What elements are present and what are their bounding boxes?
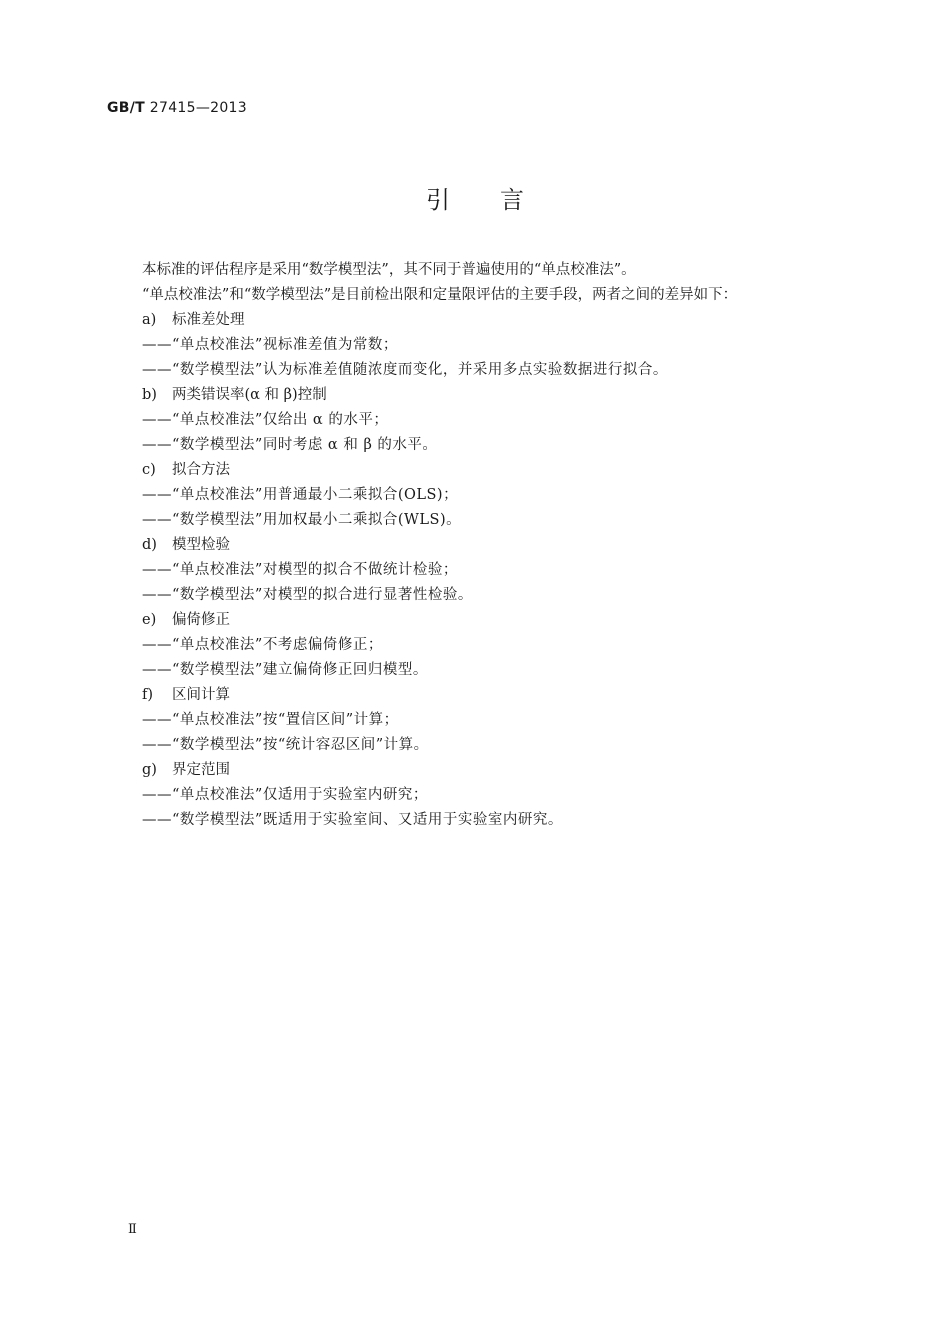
list-point: ——“单点校准法”仅给出 α 的水平；: [142, 412, 389, 428]
list-point: ——“数学模型法”按“统计容忍区间”计算。: [142, 737, 429, 753]
list-point: ——“单点校准法”视标准差值为常数；: [142, 337, 398, 353]
list-marker: e): [142, 612, 157, 628]
list-marker: g): [142, 762, 157, 778]
list-point: ——“单点校准法”不考虑偏倚修正；: [142, 637, 383, 653]
list-point: ——“单点校准法”按“置信区间”计算；: [142, 712, 399, 728]
standard-code: GB/T: [107, 100, 146, 116]
list-heading-text: 偏倚修正: [172, 612, 230, 628]
list-item-heading: [142, 683, 822, 708]
page-title: 引言: [426, 186, 574, 214]
list-item-heading: [142, 758, 822, 783]
intro-paragraph: 本标准的评估程序是采用“数学模型法”，其不同于普遍使用的“单点校准法”。: [142, 262, 636, 278]
list-item-heading: [142, 308, 822, 333]
standard-header: [107, 100, 247, 116]
standard-number: 27415—2013: [149, 100, 247, 116]
list-marker: a): [142, 312, 157, 328]
list-heading-text: 界定范围: [172, 762, 230, 778]
list-point: ——“数学模型法”认为标准差值随浓度而变化，并采用多点实验数据进行拟合。: [142, 362, 668, 378]
comparison-paragraph: “单点校准法”和“数学模型法”是目前检出限和定量限评估的主要手段，两者之间的差异如下：: [142, 287, 738, 303]
page-number: Ⅱ: [128, 1222, 137, 1237]
list-heading-text: 标准差处理: [172, 312, 245, 328]
list-item-heading: [142, 533, 822, 558]
list-point: ——“数学模型法”建立偏倚修正回归模型。: [142, 662, 428, 678]
list-marker: c): [142, 462, 156, 478]
list-item-heading: [142, 458, 822, 483]
list-heading-text: 区间计算: [172, 687, 230, 703]
list-point: ——“单点校准法”对模型的拟合不做统计检验；: [142, 562, 458, 578]
list-heading-text: 两类错误率(α 和 β)控制: [172, 387, 327, 403]
list-point: ——“数学模型法”用加权最小二乘拟合(WLS)。: [142, 512, 462, 528]
list-item-heading: [142, 608, 822, 633]
document-body: [142, 258, 822, 833]
list-point: ——“单点校准法”用普通最小二乘拟合(OLS)；: [142, 487, 459, 503]
list-point: ——“数学模型法”同时考虑 α 和 β 的水平。: [142, 437, 438, 453]
list-marker: f): [142, 687, 154, 703]
list-point: ——“数学模型法”对模型的拟合进行显著性检验。: [142, 587, 473, 603]
list-heading-text: 模型检验: [172, 537, 230, 553]
list-marker: b): [142, 387, 157, 403]
list-item-heading: [142, 383, 822, 408]
list-heading-text: 拟合方法: [172, 462, 230, 478]
list-marker: d): [142, 537, 157, 553]
list-point: ——“数学模型法”既适用于实验室间、又适用于实验室内研究。: [142, 812, 563, 828]
list-point: ——“单点校准法”仅适用于实验室内研究；: [142, 787, 428, 803]
